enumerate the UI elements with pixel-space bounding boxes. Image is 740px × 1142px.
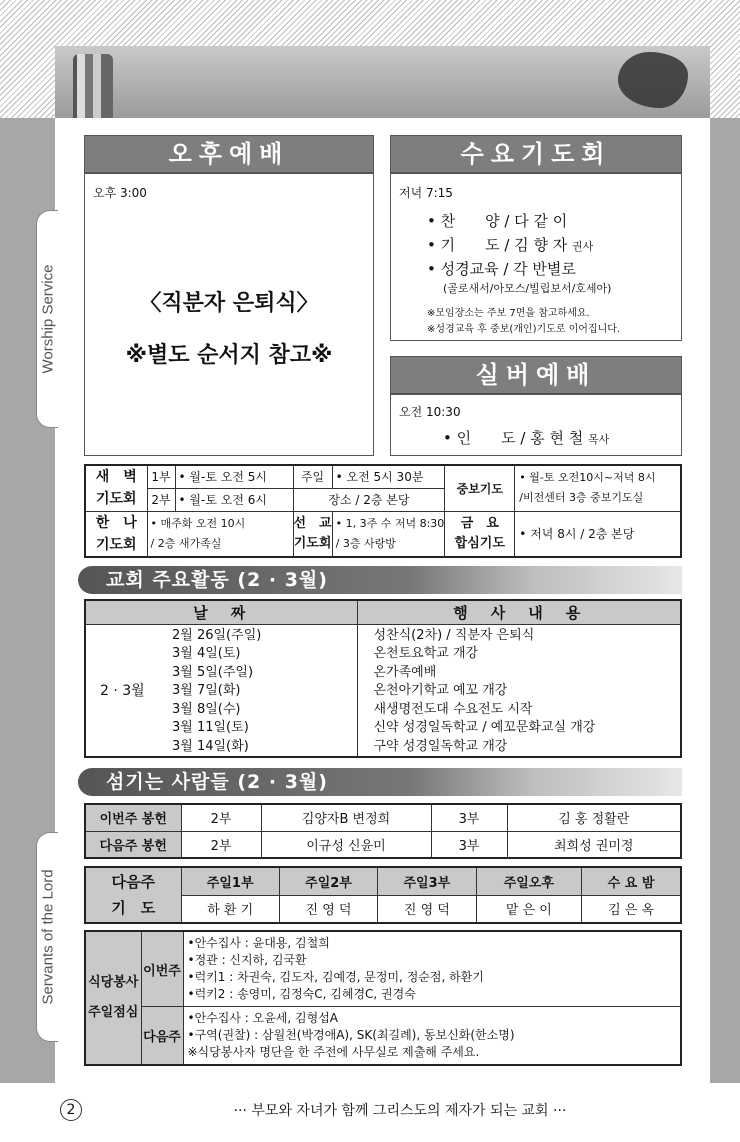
prayer-duty-name-3: 진 영 덕 (378, 895, 476, 923)
prayer-duty-header-5: 수 요 밤 (582, 867, 681, 895)
wednesday-bible-books: (골로새서/아모스/빌립보서/호세아) (443, 282, 612, 295)
silver-box (390, 394, 682, 456)
mission-label (293, 511, 332, 557)
activity-event: 성찬식(2차) / 직분자 은퇴식 (373, 627, 535, 643)
prayer-duty-name-5: 김 은 옥 (582, 895, 681, 923)
friday-label-2: 합심기도 (454, 535, 505, 551)
hana-text-2: / 2층 새가족실 (150, 536, 222, 550)
wednesday-note-2: ※성경교육 후 중보(개인)기도로 이어집니다. (427, 324, 621, 335)
banner-image (55, 46, 710, 118)
activities-period: 2 · 3월 (100, 683, 145, 700)
offering-this-names2: 김양자B 변정희 (261, 804, 431, 831)
silver-time: 오전 10:30 (399, 405, 461, 419)
meal-service-label-1: 식당봉사 (88, 975, 139, 990)
page-number: 2 (60, 1099, 82, 1121)
offering-next-names2: 이규성 신윤미 (261, 831, 431, 858)
hana-text-1: • 매주화 오전 10시 (150, 516, 246, 530)
activity-event: 온천아기학교 예꼬 개강 (373, 683, 508, 698)
meal-service-line: •럭키1 : 차권숙, 김도자, 김예경, 문정미, 정순점, 하환기 (187, 970, 484, 984)
prayer-duty-label-2: 기 도 (111, 899, 156, 917)
offering-this-p3: 3부 (431, 804, 507, 831)
afternoon-line2: ※별도 순서지 참고※ (125, 343, 333, 368)
prayer-duty-name-2: 진 영 덕 (279, 895, 377, 923)
meal-service-label-2: 주일점심 (88, 1005, 139, 1020)
prayer-duty-header-1: 주일1부 (181, 867, 279, 895)
hana-text (147, 511, 293, 557)
dawn-sunday-text: • 오전 5시 30분 (332, 465, 445, 488)
meal-service-line: ※식당봉사자 명단을 한 주전에 사무실로 제출해 주세요. (187, 1045, 480, 1059)
wednesday-item-prayer-title: 권사 (571, 240, 594, 253)
mission-label-2: 기도회 (293, 535, 332, 551)
prayer-duty-header-4: 주일오후 (476, 867, 582, 895)
dawn-label-2: 기도회 (95, 491, 137, 508)
friday-label (445, 511, 515, 557)
hana-label-2: 기도회 (95, 536, 137, 553)
wednesday-note-1: ※모임장소는 주보 7면을 참고하세요. (427, 308, 590, 319)
activity-event: 온천토요학교 개강 (373, 646, 479, 661)
mission-text-1: • 1, 3주 수 저녁 8:30 (335, 516, 445, 530)
meal-next-week-label: 다음주 (141, 1007, 183, 1066)
meal-service-table (84, 930, 682, 1066)
activities-col-date: 날 짜 (85, 600, 357, 624)
activity-event: 신약 성경일독학교 / 예꼬문화교실 개강 (373, 720, 596, 735)
meal-service-line: •안수집사 : 윤대용, 김철희 (187, 936, 330, 950)
meal-this-week-label: 이번주 (141, 931, 183, 1007)
dawn-p2: 2부 (147, 488, 175, 511)
mission-label-1: 선 교 (293, 515, 332, 531)
offering-next-p3: 3부 (431, 831, 507, 858)
activity-date: 2월 26일(주일) (172, 627, 262, 643)
meal-service-line: •정관 : 신지하, 김국환 (187, 953, 307, 967)
activities-table (84, 599, 682, 758)
activity-date: 3월 4일(토) (172, 646, 241, 661)
mission-text-2: / 3층 사랑방 (335, 536, 396, 550)
dawn-p2-text: • 월-토 오전 6시 (175, 488, 293, 511)
mission-text (332, 511, 445, 557)
servants-section-title: 섬기는 사람들 (2 · 3월) (78, 768, 682, 796)
wednesday-item-bible: • 성경교육 / 각 반별로 (427, 260, 576, 278)
side-tab-worship-label: Worship Service (39, 264, 56, 374)
prayer-duty-name-4: 맡 은 이 (476, 895, 582, 923)
intercession-label: 중보기도 (445, 465, 515, 511)
afternoon-time: 오후 3:00 (93, 186, 147, 200)
activities-date-cell (85, 624, 357, 757)
wednesday-time: 저녁 7:15 (399, 186, 453, 200)
activities-event-list (357, 624, 681, 757)
silver-item-title: 목사 (587, 433, 610, 446)
dawn-label (85, 465, 147, 511)
intercession-text-1: • 월-토 오전10시~저녁 8시 (519, 471, 656, 485)
wednesday-item-prayer-text: • 기 도 / 김 향 자 (427, 236, 568, 254)
offering-next-p2: 2부 (181, 831, 261, 858)
wednesday-title: 수요기도회 (390, 135, 682, 173)
meal-service-line: •안수집사 : 오윤세, 김형섭A (187, 1011, 339, 1025)
dawn-sunday: 주일 (293, 465, 332, 488)
meal-this-week-list (183, 931, 681, 1007)
footer-slogan: ··· 부모와 자녀가 함께 그리스도의 제자가 되는 교회 ··· (233, 1103, 567, 1119)
activity-date: 3월 11일(토) (172, 720, 249, 735)
friday-label-1: 금 요 (460, 515, 499, 531)
offering-this-label: 이번주 봉헌 (85, 804, 181, 831)
activity-date: 3월 14일(화) (172, 738, 249, 754)
right-margin-band (710, 118, 740, 1142)
map-illustration (618, 52, 688, 108)
side-tab-servants-label: Servants of the Lord (39, 869, 56, 1005)
wednesday-box (390, 173, 682, 341)
prayer-duty-label (85, 867, 181, 923)
offering-next-label: 다음주 봉헌 (85, 831, 181, 858)
activity-event: 온가족예배 (373, 664, 437, 680)
hana-label-1: 한 나 (95, 514, 137, 531)
silver-title: 실버예배 (390, 356, 682, 394)
afternoon-box (84, 173, 374, 456)
intercession-text-2: /비전센터 3층 중보기도실 (519, 491, 644, 505)
meal-service-line: •구역(권찰) : 삼월천(박경애A), SK(최길례), 동보신화(한소명) (187, 1028, 515, 1042)
offering-table (84, 803, 682, 859)
activity-date: 3월 7일(화) (172, 683, 241, 698)
afternoon-line1: 〈직분자 은퇴식〉 (139, 291, 319, 316)
activities-date-list (172, 627, 261, 757)
wednesday-item-hymn: • 찬 양 / 다 같 이 (427, 212, 568, 230)
wednesday-item-prayer (427, 234, 593, 255)
dawn-label-1: 새 벽 (95, 469, 137, 486)
silver-item-text: • 인 도 / 홍 현 철 (443, 429, 584, 447)
prayer-duty-table (84, 866, 682, 924)
prayer-meetings-table (84, 464, 682, 558)
afternoon-title: 오후예배 (84, 135, 374, 173)
meal-next-week-list (183, 1007, 681, 1066)
silver-item (443, 427, 609, 448)
activity-event: 구약 성경일독학교 개강 (373, 738, 508, 754)
side-tab-worship (36, 210, 58, 428)
prayer-duty-header-3: 주일3부 (378, 867, 476, 895)
offering-this-p2: 2부 (181, 804, 261, 831)
meal-service-label (85, 931, 141, 1065)
offering-this-names3: 김 홍 정활란 (507, 804, 681, 831)
activities-section-title: 교회 주요활동 (2 · 3월) (78, 566, 682, 594)
activity-date: 3월 5일(주일) (172, 664, 254, 680)
prayer-duty-label-1: 다음주 (111, 873, 155, 891)
prayer-duty-header-2: 주일2부 (279, 867, 377, 895)
meal-service-line: •럭키2 : 송영미, 김정숙C, 김혜경C, 권경숙 (187, 987, 416, 1001)
activities-col-event: 행 사 내 용 (357, 600, 681, 624)
side-tab-servants (36, 832, 58, 1042)
activity-event: 새생명전도대 수요전도 시작 (373, 701, 533, 717)
offering-next-names3: 최희성 권미정 (507, 831, 681, 858)
church-tower-illustration (73, 54, 113, 118)
friday-text: • 저녁 8시 / 2층 본당 (515, 511, 681, 557)
prayer-duty-name-1: 하 환 기 (181, 895, 279, 923)
intercession-text (515, 465, 681, 511)
hana-label (85, 511, 147, 557)
dawn-p1: 1부 (147, 465, 175, 488)
activity-date: 3월 8일(수) (172, 701, 241, 717)
dawn-place: 장소 / 2층 본당 (293, 488, 445, 511)
dawn-p1-text: • 월-토 오전 5시 (175, 465, 293, 488)
